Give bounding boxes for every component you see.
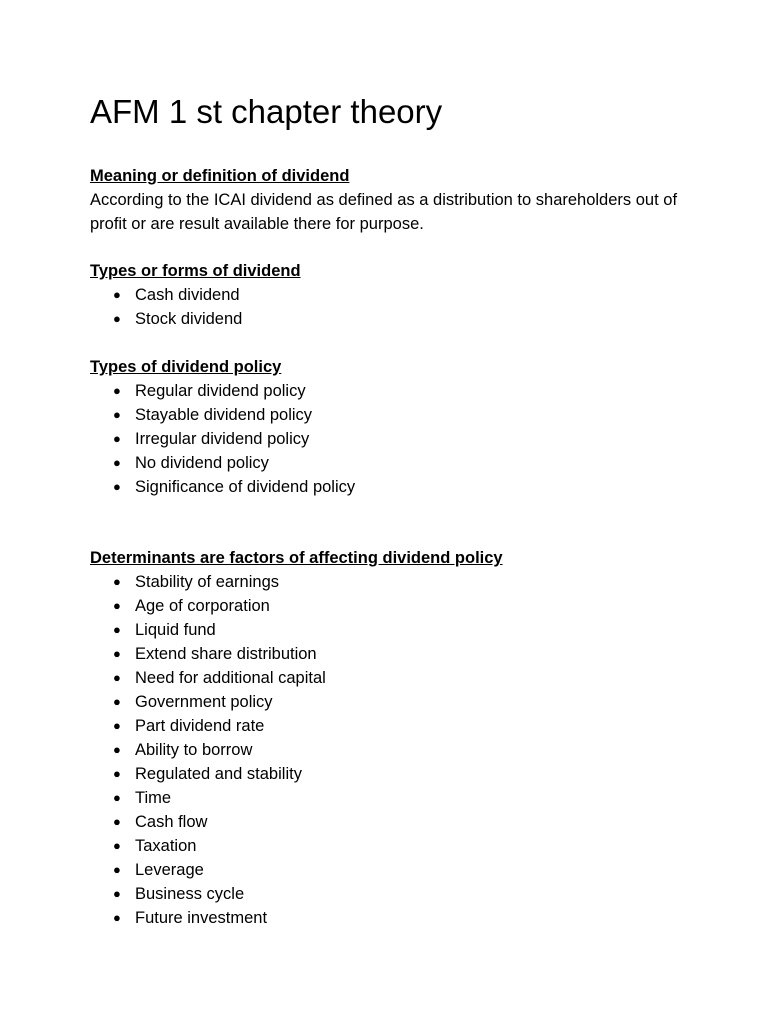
- section-heading: Determinants are factors of affecting dividend policy: [90, 549, 503, 567]
- section-heading: Meaning or definition of dividend: [90, 167, 350, 185]
- list-item: [90, 690, 708, 714]
- bullet-icon: ●: [113, 431, 121, 446]
- bullet-icon: ●: [113, 287, 121, 302]
- bullet-icon: ●: [113, 814, 121, 829]
- list-item: [90, 738, 708, 762]
- bullet-icon: ●: [113, 455, 121, 470]
- list-item: [90, 403, 708, 427]
- list-item: [90, 762, 708, 786]
- list-item-label: Government policy: [135, 693, 273, 711]
- list-item-label: Cash dividend: [135, 286, 240, 304]
- section-types-of-dividend: [90, 259, 708, 331]
- bullet-icon: ●: [113, 862, 121, 877]
- section-heading: Types or forms of dividend: [90, 262, 301, 280]
- bullet-icon: ●: [113, 910, 121, 925]
- bullet-icon: ●: [113, 742, 121, 757]
- bullet-icon: ●: [113, 311, 121, 326]
- list-item-label: Business cycle: [135, 885, 245, 903]
- list-item: [90, 594, 708, 618]
- bullet-icon: ●: [113, 383, 121, 398]
- bullet-list: [90, 570, 708, 930]
- list-item-label: Time: [135, 789, 172, 807]
- list-item: [90, 834, 708, 858]
- bullet-icon: ●: [113, 694, 121, 709]
- list-item: [90, 858, 708, 882]
- list-item-label: Stayable dividend policy: [135, 406, 313, 424]
- bullet-list: [90, 283, 708, 331]
- list-item-label: Liquid fund: [135, 621, 216, 639]
- bullet-icon: ●: [113, 718, 121, 733]
- bullet-icon: ●: [113, 646, 121, 661]
- list-item-label: Part dividend rate: [135, 717, 265, 735]
- bullet-icon: ●: [113, 886, 121, 901]
- list-item-label: Leverage: [135, 861, 204, 879]
- list-item: [90, 882, 708, 906]
- list-item: [90, 810, 708, 834]
- list-item-label: Taxation: [135, 837, 197, 855]
- section-types-of-dividend-policy: [90, 355, 708, 499]
- list-item: [90, 666, 708, 690]
- list-item-label: Stock dividend: [135, 310, 243, 328]
- bullet-icon: ●: [113, 766, 121, 781]
- list-item-label: Age of corporation: [135, 597, 270, 615]
- list-item-label: Stability of earnings: [135, 573, 279, 591]
- definition-paragraph: According to the ICAI dividend as defined as a distribution to shareholders out of profit or are result available there for purpose.: [90, 191, 678, 233]
- list-item-label: No dividend policy: [135, 454, 269, 472]
- bullet-icon: ●: [113, 790, 121, 805]
- bullet-icon: ●: [113, 574, 121, 589]
- list-item: [90, 475, 708, 499]
- list-item: [90, 618, 708, 642]
- bullet-icon: ●: [113, 670, 121, 685]
- list-item: [90, 283, 708, 307]
- bullet-icon: ●: [113, 407, 121, 422]
- list-item: [90, 427, 708, 451]
- list-item-label: Ability to borrow: [135, 741, 253, 759]
- bullet-icon: ●: [113, 598, 121, 613]
- list-item-label: Regulated and stability: [135, 765, 302, 783]
- bullet-icon: ●: [113, 622, 121, 637]
- list-item-label: Need for additional capital: [135, 669, 326, 687]
- list-item-label: Significance of dividend policy: [135, 478, 356, 496]
- list-item: [90, 786, 708, 810]
- list-item: [90, 379, 708, 403]
- list-item-label: Future investment: [135, 909, 268, 927]
- list-item: [90, 642, 708, 666]
- bullet-icon: ●: [113, 838, 121, 853]
- document-title: AFM 1 st chapter theory: [90, 93, 443, 130]
- list-item-label: Extend share distribution: [135, 645, 317, 663]
- section-heading: Types of dividend policy: [90, 358, 282, 376]
- list-item: [90, 906, 708, 930]
- bullet-icon: ●: [113, 479, 121, 494]
- section-meaning-of-dividend: [90, 164, 708, 236]
- section-determinants-of-dividend-policy: [90, 546, 708, 930]
- list-item: [90, 714, 708, 738]
- bullet-list: [90, 379, 708, 499]
- list-item: [90, 570, 708, 594]
- list-item-label: Irregular dividend policy: [135, 430, 310, 448]
- list-item-label: Regular dividend policy: [135, 382, 306, 400]
- list-item-label: Cash flow: [135, 813, 208, 831]
- list-item: [90, 451, 708, 475]
- list-item: [90, 307, 708, 331]
